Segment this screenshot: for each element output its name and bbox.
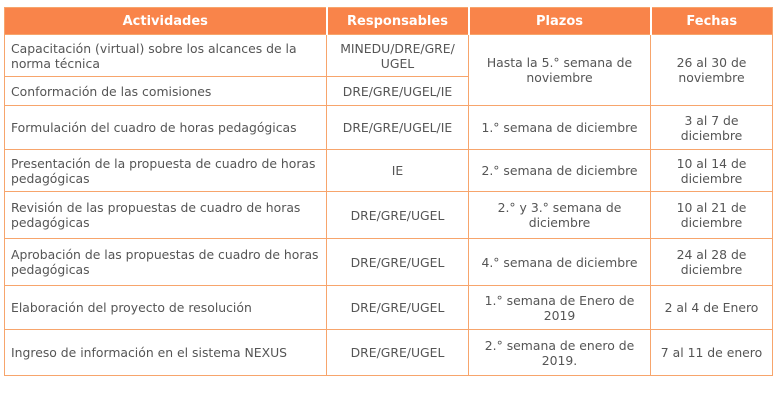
header-deadlines: Plazos [469,8,651,35]
activity-cell: Ingreso de información en el sistema NEXUS [5,330,327,376]
table-row [5,150,773,192]
responsible-cell: DRE/GRE/UGEL/IE [327,106,469,150]
dates-cell: 26 al 30 de noviembre [651,35,773,106]
dates-cell: 3 al 7 de diciembre [651,106,773,150]
activity-cell: Aprobación de las propuestas de cuadro de horas pedagógicas [5,239,327,286]
activity-cell: Capacitación (virtual) sobre los alcances de la norma técnica [5,35,327,77]
deadline-cell: 1.° semana de Enero de 2019 [469,286,651,330]
activity-cell: Formulación del cuadro de horas pedagógicas [5,106,327,150]
activity-cell: Conformación de las comisiones [5,77,327,106]
deadline-cell: 1.° semana de diciembre [469,106,651,150]
table-row [5,286,773,330]
table-row [5,106,773,150]
dates-cell: 10 al 14 de diciembre [651,150,773,192]
dates-cell: 7 al 11 de enero [651,330,773,376]
deadline-cell: 2.° semana de enero de 2019. [469,330,651,376]
deadline-cell: 2.° y 3.° semana de diciembre [469,192,651,239]
deadline-cell: 4.° semana de diciembre [469,239,651,286]
deadline-cell: 2.° semana de diciembre [469,150,651,192]
responsible-cell: DRE/GRE/UGEL [327,192,469,239]
table-row [5,192,773,239]
activity-cell: Revisión de las propuestas de cuadro de horas pedagógicas [5,192,327,239]
header-activities: Actividades [5,8,327,35]
header-dates: Fechas [651,8,773,35]
header-responsible: Responsables [327,8,469,35]
schedule-table [4,7,773,376]
activity-cell: Elaboración del proyecto de resolución [5,286,327,330]
responsible-cell: DRE/GRE/UGEL [327,286,469,330]
responsible-cell: DRE/GRE/UGEL [327,239,469,286]
deadline-cell: Hasta la 5.° semana de noviembre [469,35,651,106]
table-row [5,330,773,376]
responsible-cell: IE [327,150,469,192]
activity-cell: Presentación de la propuesta de cuadro de horas pedagógicas [5,150,327,192]
dates-cell: 10 al 21 de diciembre [651,192,773,239]
header-row [5,8,773,35]
responsible-cell: DRE/GRE/UGEL/IE [327,77,469,106]
table-row [5,35,773,77]
dates-cell: 2 al 4 de Enero [651,286,773,330]
table-row [5,239,773,286]
responsible-cell: DRE/GRE/UGEL [327,330,469,376]
responsible-cell: MINEDU/DRE/GRE/ UGEL [327,35,469,77]
dates-cell: 24 al 28 de diciembre [651,239,773,286]
